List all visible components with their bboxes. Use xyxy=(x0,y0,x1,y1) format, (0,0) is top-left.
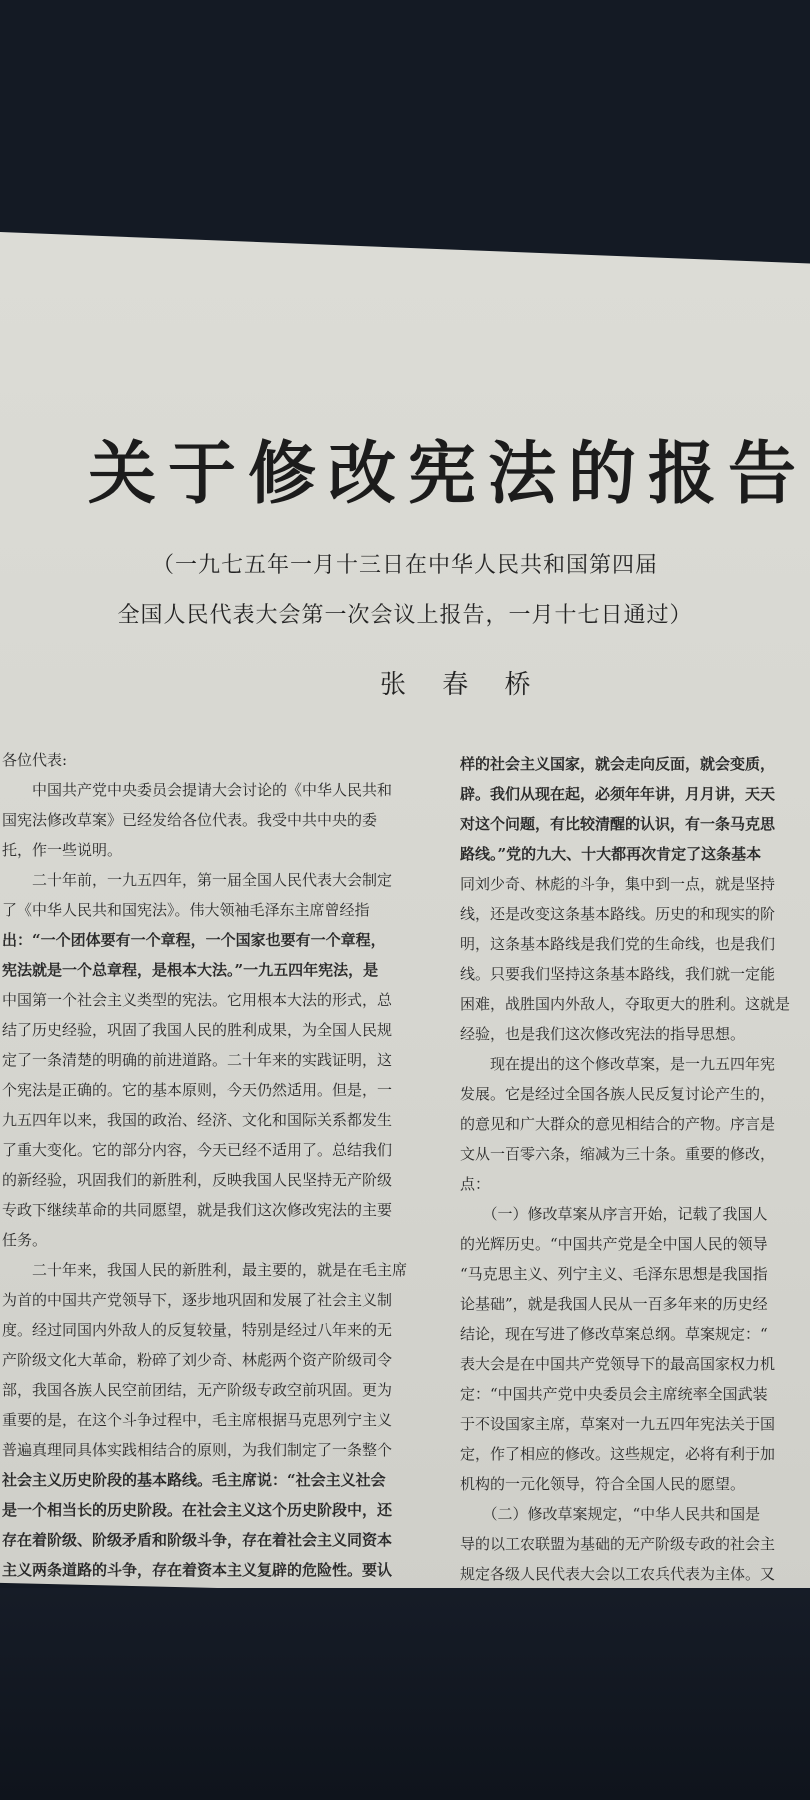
text-line: 的光辉历史。“中国共产党是全中国人民的领导 xyxy=(460,1235,768,1253)
text-line: 的新经验，巩固我们的新胜利，反映我国人民坚持无产阶级 xyxy=(2,1171,393,1189)
author-name: 张 春 桥 xyxy=(380,670,545,700)
text-line: 各位代表: xyxy=(2,751,68,769)
subtitle-line-2: 全国人民代表大会第一次会议上报告，一月十七日通过） xyxy=(117,603,693,628)
text-line: 线，还是改变这条基本路线。历史的和现实的阶 xyxy=(460,905,776,923)
text-line: 存在着阶级、阶级矛盾和阶级斗争，存在着社会主义同资本 xyxy=(2,1531,393,1549)
dark-background-edge xyxy=(0,1588,810,1800)
text-line: 普遍真理同具体实践相结合的原则，为我们制定了一条整个 xyxy=(2,1441,393,1459)
text-line: 二十年前，一九五四年，第一届全国人民代表大会制定 xyxy=(2,871,393,889)
text-line: 点： xyxy=(460,1175,491,1193)
text-line: 个宪法是正确的。它的基本原则，今天仍然适用。但是，一 xyxy=(2,1081,393,1099)
text-line: 定了一条清楚的明确的前进道路。二十年来的实践证明，这 xyxy=(2,1051,393,1069)
text-line: 定，作了相应的修改。这些规定，必将有利于加 xyxy=(460,1445,776,1463)
text-line: 托，作一些说明。 xyxy=(2,841,123,859)
text-line: 部，我国各族人民空前团结，无产阶级专政空前巩固。更为 xyxy=(2,1381,393,1399)
text-line: 度。经过同国内外敌人的反复较量，特别是经过八年来的无 xyxy=(2,1321,393,1339)
text-line: 辟。我们从现在起，必须年年讲，月月讲，天天 xyxy=(460,785,776,803)
text-line: 发展。它是经过全国各族人民反复讨论产生的， xyxy=(460,1085,776,1103)
text-line: 出：“一个团体要有一个章程，一个国家也要有一个章程， xyxy=(2,931,386,949)
text-line: 国宪法修改草案》已经发给各位代表。我受中共中央的委 xyxy=(2,811,378,829)
text-line: 机构的一元化领导，符合全国人民的愿望。 xyxy=(460,1475,746,1493)
text-line: 重要的是，在这个斗争过程中，毛主席根据马克思列宁主义 xyxy=(2,1411,393,1429)
text-line: “马克思主义、列宁主义、毛泽东思想是我国指 xyxy=(460,1265,768,1283)
text-line: 的意见和广大群众的意见相结合的产物。序言是 xyxy=(460,1115,776,1133)
text-line: 专政下继续革命的共同愿望，就是我们这次修改宪法的主要 xyxy=(2,1201,393,1219)
text-line: 导的以工农联盟为基础的无产阶级专政的社会主 xyxy=(460,1535,776,1553)
text-line: 九五四年以来，我国的政治、经济、文化和国际关系都发生 xyxy=(2,1111,393,1129)
text-line: 于不设国家主席，草案对一九五四年宪法关于国 xyxy=(460,1415,776,1433)
text-line: 文从一百零六条，缩减为三十条。重要的修改， xyxy=(460,1145,776,1163)
text-line: 结了历史经验，巩固了我国人民的胜利成果，为全国人民规 xyxy=(2,1021,393,1039)
text-line: 困难，战胜国内外敌人，夺取更大的胜利。这就是 xyxy=(460,995,791,1013)
text-line: 对这个问题，有比较清醒的认识，有一条马克思 xyxy=(460,815,776,833)
text-line: 宪法就是一个总章程，是根本大法。”一九五四年宪法，是 xyxy=(2,961,379,979)
text-line: 线。只要我们坚持这条基本路线，我们就一定能 xyxy=(460,965,776,983)
text-line: 产阶级文化大革命，粉碎了刘少奇、林彪两个资产阶级司令 xyxy=(2,1351,393,1369)
text-line: 任务。 xyxy=(2,1231,48,1249)
text-line: 路线。”党的九大、十大都再次肯定了这条基本 xyxy=(460,845,762,863)
text-line: 定：“中国共产党中央委员会主席统率全国武装 xyxy=(460,1385,768,1403)
text-line: 明，这条基本路线是我们党的生命线，也是我们 xyxy=(460,935,776,953)
text-line: 中国第一个社会主义类型的宪法。它用根本大法的形式，总 xyxy=(2,991,393,1009)
text-line: 论基础”，就是我国人民从一百多年来的历史经 xyxy=(460,1295,768,1313)
text-line: 规定各级人民代表大会以工农兵代表为主体。又 xyxy=(460,1565,776,1583)
text-line: （二）修改草案规定，“中华人民共和国是 xyxy=(460,1505,761,1523)
text-line: 中国共产党中央委员会提请大会讨论的《中华人民共和 xyxy=(2,781,393,799)
text-line: 经验，也是我们这次修改宪法的指导思想。 xyxy=(460,1025,746,1043)
text-line: 表大会是在中国共产党领导下的最高国家权力机 xyxy=(460,1355,776,1373)
text-line: （一）修改草案从序言开始，记载了我国人 xyxy=(460,1205,768,1223)
document-title: 关于修改宪法的报告 xyxy=(88,434,809,514)
text-line: 为首的中国共产党领导下，逐步地巩固和发展了社会主义制 xyxy=(2,1291,393,1309)
text-line: 同刘少奇、林彪的斗争，集中到一点，就是坚持 xyxy=(460,875,776,893)
text-line: 现在提出的这个修改草案，是一九五四年宪 xyxy=(460,1055,776,1073)
left-column-text xyxy=(2,745,422,1675)
text-line: 主义两条道路的斗争，存在着资本主义复辟的危险性。要认 xyxy=(2,1561,393,1579)
text-line: 结论，现在写进了修改草案总纲。草案规定：“ xyxy=(460,1325,768,1343)
text-line: 社会主义历史阶段的基本路线。毛主席说：“社会主义社会 xyxy=(2,1471,386,1489)
text-line: 了重大变化。它的部分内容，今天已经不适用了。总结我们 xyxy=(2,1141,393,1159)
right-column-text xyxy=(460,749,810,1679)
text-line: 是一个相当长的历史阶段。在社会主义这个历史阶段中，还 xyxy=(2,1501,393,1519)
text-line: 二十年来，我国人民的新胜利，最主要的，就是在毛主席 xyxy=(2,1261,408,1279)
text-line: 样的社会主义国家，就会走向反面，就会变质， xyxy=(460,755,776,773)
text-line: 了《中华人民共和国宪法》。伟大领袖毛泽东主席曾经指 xyxy=(2,901,370,919)
subtitle-line-1: （一九七五年一月十三日在中华人民共和国第四届 xyxy=(151,553,658,578)
